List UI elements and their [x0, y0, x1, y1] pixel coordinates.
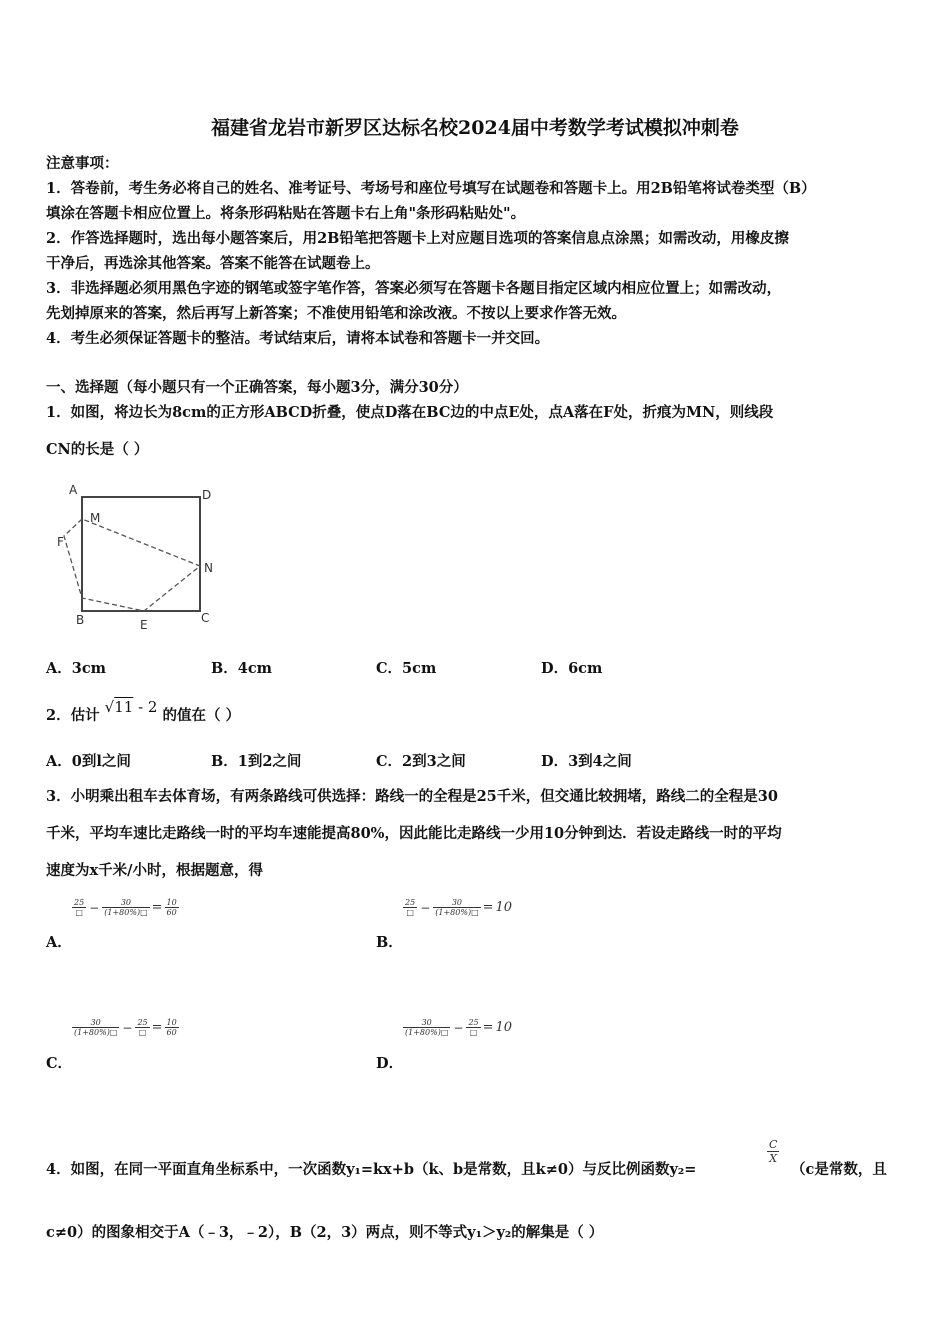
q4-stem-line1-end: （c是常数，且	[791, 1161, 887, 1178]
q4-stem-line2: c≠0）的图象相交于A（﹣3，﹣2），B（2，3）两点，则不等式y₁＞y₂的解集是（ ）	[46, 1224, 604, 1241]
q3-equation-b	[403, 897, 512, 917]
frac-den: □	[75, 908, 83, 917]
q2-prefix: 2．估计	[46, 707, 100, 724]
frac-num: 10	[166, 898, 177, 907]
label-b: B	[76, 613, 85, 627]
frac-den: (1+80%)□	[435, 908, 479, 917]
frac-num: 30	[433, 898, 480, 908]
equals-sign: =	[151, 900, 163, 915]
frac-num: 25	[74, 898, 85, 907]
q4-stem-line1: 4．如图，在同一平面直角坐标系中，一次函数y₁=kx+b（k、b是常数，且k≠0）与反比例函数y₂=	[46, 1161, 697, 1178]
q3-stem-line2: 千米，平均车速比走路线一时的平均车速能提高80%，因此能比走路线一少用10分钟到达．若设走路线一时的平均	[46, 825, 782, 842]
q1-option-b: B．4cm	[211, 660, 273, 677]
frac-den: (1+80%)□	[74, 1028, 118, 1037]
q3-option-d-label: D．	[376, 1055, 404, 1072]
label-d: D	[202, 488, 212, 502]
note-line: 1．答卷前，考生务必将自己的姓名、准考证号、考场号和座位号填写在试题卷和答题卡上。用2B铅笔将试卷类型（B）	[46, 180, 816, 197]
q4-fraction	[767, 1138, 779, 1165]
rhs-value: 10	[495, 900, 513, 915]
label-e: E	[140, 618, 148, 632]
notes-heading: 注意事项：	[46, 155, 119, 172]
label-f: F	[57, 535, 64, 549]
frac-den: □	[406, 908, 414, 917]
q1-option-d: D．6cm	[541, 660, 603, 677]
label-a: A	[69, 483, 78, 497]
q2-option-c: C．2到3之间	[376, 753, 466, 770]
q2-minus: - 2	[138, 698, 158, 716]
minus-sign: −	[453, 1020, 464, 1035]
q2-radicand: 11	[114, 698, 134, 716]
minus-sign: −	[122, 1020, 133, 1035]
frac-den: (1+80%)□	[405, 1028, 449, 1037]
label-m: M	[90, 511, 101, 525]
label-c: C	[201, 611, 210, 625]
q2-suffix: 的值在（ ）	[162, 707, 241, 724]
frac-den: 60	[166, 908, 177, 917]
frac-den: X	[769, 1152, 778, 1165]
q3-stem-line1: 3．小明乘出租车去体育场，有两条路线可供选择：路线一的全程是25千米，但交通比较拥堵，路线二的全程是30	[46, 788, 778, 805]
q2-option-b: B．1到2之间	[211, 753, 302, 770]
frac-den: (1+80%)□	[104, 908, 148, 917]
note-line: 4．考生必须保证答题卡的整洁。考试结束后，请将本试卷和答题卡一并交回。	[46, 330, 550, 347]
q1-option-a: A．3cm	[46, 660, 107, 677]
q1-figure	[52, 478, 227, 633]
q1-stem-line1: 1．如图，将边长为8cm的正方形ABCD折叠，使点D落在BC边的中点E处，点A落在F处，折痕为MN，则线段	[46, 404, 774, 421]
rhs-value: 10	[495, 1020, 513, 1035]
q3-equation-c	[72, 1017, 179, 1037]
section-heading: 一、选择题（每小题只有一个正确答案，每小题3分，满分30分）	[46, 379, 468, 396]
q3-equation-d	[403, 1017, 512, 1037]
minus-sign: −	[89, 900, 100, 915]
frac-num: 30	[403, 1018, 450, 1028]
q3-option-b-label: B．	[376, 934, 403, 951]
equals-sign: =	[482, 900, 494, 915]
frac-num: 25	[468, 1018, 479, 1027]
q2-stem	[46, 698, 241, 725]
frac-den: □	[469, 1028, 478, 1037]
q2-option-a: A．0到l之间	[46, 753, 131, 770]
page-title: 福建省龙岩市新罗区达标名校2024届中考数学考试模拟冲刺卷	[211, 117, 739, 139]
frac-num: 25	[405, 898, 416, 907]
label-n: N	[204, 561, 213, 575]
frac-num: 30	[102, 898, 149, 908]
frac-num: 10	[166, 1018, 177, 1027]
frac-num: C	[769, 1138, 778, 1151]
q1-stem-line2: CN的长是（ ）	[46, 441, 149, 458]
note-line: 干净后，再选涂其他答案。答案不能答在试题卷上。	[46, 255, 380, 272]
q3-equation-a	[72, 897, 179, 917]
q3-stem-line3: 速度为x千米/小时，根据题意，得	[46, 862, 263, 879]
note-line: 2．作答选择题时，选出每小题答案后，用2B铅笔把答题卡上对应题目选项的答案信息点涂黑；如需改动，用橡皮擦	[46, 230, 789, 247]
q2-expression: √11 - 2	[104, 698, 158, 716]
equals-sign: =	[482, 1020, 494, 1035]
equals-sign: =	[151, 1020, 163, 1035]
fold-lines	[64, 519, 200, 611]
frac-num: 25	[137, 1018, 148, 1027]
note-line: 填涂在答题卡相应位置上。将条形码粘贴在答题卡右上角"条形码粘贴处"。	[46, 205, 526, 222]
q1-option-c: C．5cm	[376, 660, 437, 677]
frac-den: □	[138, 1028, 147, 1037]
q2-option-d: D．3到4之间	[541, 753, 632, 770]
q3-option-a-label: A．	[46, 934, 72, 951]
q3-option-c-label: C．	[46, 1055, 73, 1072]
note-line: 先划掉原来的答案，然后再写上新答案；不准使用铅笔和涂改液。不按以上要求作答无效。	[46, 305, 626, 322]
frac-den: 60	[166, 1028, 177, 1037]
note-line: 3．非选择题必须用黑色字迹的钢笔或签字笔作答，答案必须写在答题卡各题目指定区域内相应位置上；如需改动，	[46, 280, 782, 297]
minus-sign: −	[420, 900, 431, 915]
frac-num: 30	[72, 1018, 119, 1028]
